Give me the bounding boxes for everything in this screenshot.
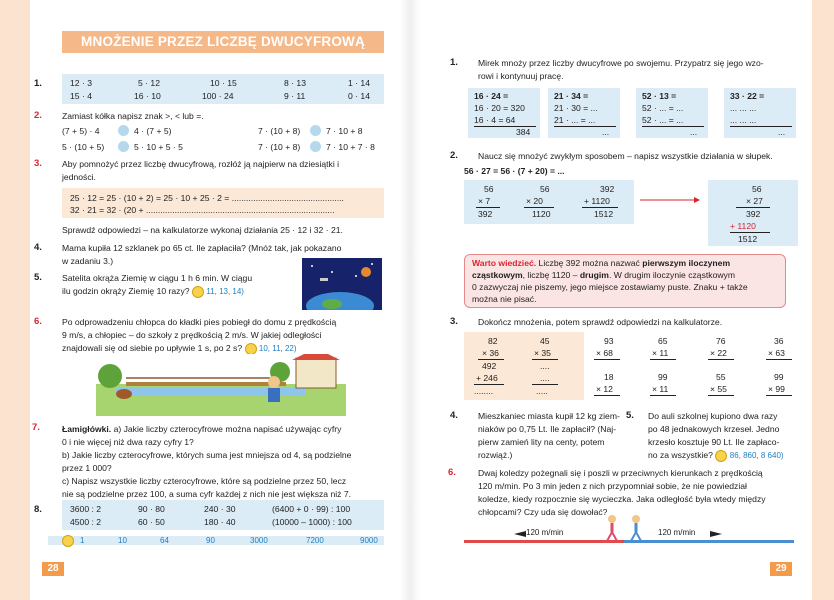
exercise-5-text: krzesło kosztuje 90 Lt. Ile zapłaco- [648,437,780,447]
sum-line [582,207,618,208]
exercise-5-text: Do auli szkolnej kupiono dwa razy [648,411,778,421]
block-head: 52 · 13 = [642,91,677,101]
block-head: 21 · 34 = [554,91,589,101]
expr: 12 · 3 [70,78,92,88]
column-value: 55 [716,372,726,382]
page-gutter [400,0,420,600]
left-page [0,0,400,600]
smile-icon [192,286,204,298]
expr: 1 · 14 [348,78,370,88]
note-text: cząstkowym, liczbę 1120 – drugim. W drugim iloczynie cząstkowym [472,270,736,280]
expr: 5 · (10 + 5) [62,142,105,152]
expr: (7 + 5) · 4 [62,126,100,136]
exercise-4-number: 4. [450,410,458,421]
block-sum: ... [602,127,610,137]
exercise-7-text: nie są podzielne przez 100, a suma cyfr każdej z nich nie jest większa niż 7. [62,489,351,499]
column-value: × 20 [526,196,543,206]
note-text: można nie pisać. [472,294,537,304]
answer-value: 3000 [250,536,268,545]
block-line: ... ... ... [730,103,757,113]
column-value: 56 [752,184,762,194]
block-line: 21 · ... = ... [554,115,596,125]
exercise-3-text: Aby pomnożyć przez liczbę dwucyfrową, rozłóż ją najpierw na dziesiątki i [62,159,340,169]
expr: 7 · 10 + 8 [326,126,363,136]
compare-circle[interactable] [118,141,129,152]
exercise-5-text: po 48 jednakowych krzeseł. Jedno [648,424,780,434]
column-value: × 55 [710,384,727,394]
column-value: × 35 [534,348,551,358]
exercise-7-text: b) Jakie liczby czterocyfrowe, których suma jest mniejsza od 4, są podzielne [62,450,352,460]
sum-line [650,359,676,360]
sum-line [476,207,500,208]
exercise-3-text: jedności. [62,172,96,182]
column-value: .... [540,373,550,383]
answer-value: 9000 [360,536,378,545]
sum-line [708,359,734,360]
block-line: 52 · ... = ... [642,103,684,113]
column-value: 392 [746,209,761,219]
sum-line [736,207,770,208]
column-value: 56 [484,184,494,194]
expr: 10 · 15 [210,78,237,88]
compare-circle[interactable] [310,141,321,152]
left-margin-bar [0,0,30,600]
expr: 4500 : 2 [70,517,102,527]
right-page [420,0,834,600]
exercise-2-number: 2. [34,110,42,121]
exercise-7-text: 0 i nie więcej niż dwa razy cyfry 1? [62,437,194,447]
page-number: 28 [42,562,64,576]
expr: 0 · 14 [348,91,370,101]
sum-line [708,395,734,396]
exercise-2-number: 2. [450,150,458,161]
exercise-6-number: 6. [448,467,456,478]
speed-label: 120 m/min [526,528,564,537]
column-value: + 246 [476,373,498,383]
exercise-5-text: ilu godzin okrąży Ziemię 10 razy? 11, 13, 14) [62,286,244,296]
note-text: Warto wiedzieć. Liczbę 392 można nazwać pierwszym iloczynem [472,258,731,268]
block-head: 33 · 22 = [730,91,765,101]
page-title: MNOŻENIE PRZEZ LICZBĘ DWUCYFROWĄ [62,31,384,53]
column-value: 36 [774,336,784,346]
speed-label: 120 m/min [658,528,696,537]
column-value: 45 [540,336,550,346]
column-value: 392 [478,209,493,219]
answer-value: 64 [160,536,169,545]
block-sum: ... [778,127,786,137]
compare-circle[interactable] [310,125,321,136]
expr: (6400 + 0 · 99) : 100 [272,504,351,514]
distance-line-left [464,540,624,543]
column-value: × 63 [768,348,785,358]
bridge-illustration [96,354,346,416]
expr: 9 · 11 [284,91,306,101]
exercise-5-number: 5. [34,272,42,283]
column-value: 392 [600,184,615,194]
sum-line [594,395,620,396]
sum-line [474,384,504,385]
exercise-6-text: koledze, kiedy rozpocznie się wycieczka. Jaka odległość była wtedy między [478,494,766,504]
note-text: 0 zazwyczaj nie piszemy, jego miejsce zostawiamy puste. Znaku + także [472,282,748,292]
column-value: 1512 [594,209,614,219]
exercise-4-text: rozwiąż.) [478,450,513,460]
exercise-3-text: Dokończ mnożenia, potem sprawdź odpowiedzi na kalkulatorze. [478,317,723,327]
expr: 60 · 50 [138,517,165,527]
satellite-illustration [302,258,382,310]
sum-line [532,359,558,360]
column-value: 1120 [532,209,551,219]
block-sum: 384 [516,127,531,137]
column-value: × 12 [596,384,613,394]
exercise-1-number: 1. [34,78,42,89]
expr: 7 · (10 + 8) [258,142,301,152]
exercise-6-text: 120 m/min. Po 3 min jeden z nich przypomniał sobie, że nie powiedział [478,481,747,491]
smile-icon [715,450,727,462]
expr: 5 · 12 [138,78,160,88]
block-sum: ... [690,127,698,137]
exercise-4-text: niaków po 0,75 Lt. Ile zapłacił? (Naj- [478,424,617,434]
expr: 7 · 10 + 7 · 8 [326,142,375,152]
column-value: × 68 [596,348,613,358]
expr: 15 · 4 [70,91,92,101]
smile-icon [245,343,257,355]
exercise-6-text: chłopcami? Czy uda się dowołać? [478,507,608,517]
boys-walking-illustration [604,514,648,542]
column-value: × 7 [478,196,491,206]
column-value: × 22 [710,348,727,358]
exercise-5-text: no za wszystkie? 86, 860, 8 640) [648,450,784,460]
block-line: 16 · 4 = 64 [474,115,516,125]
column-value: 65 [658,336,668,346]
expr: 240 · 30 [204,504,236,514]
sum-line [766,359,792,360]
column-value: 76 [716,336,726,346]
expr: 90 · 80 [138,504,165,514]
arrow-right-icon [640,196,700,204]
right-margin-bar [812,0,834,600]
column-value: 93 [604,336,614,346]
expr: 3600 : 2 [70,504,102,514]
block-line: 52 · ... = ... [642,115,684,125]
exercise-3-number: 3. [34,158,42,169]
answer-value: 90 [206,536,215,545]
expr: 8 · 13 [284,78,306,88]
block-head: 16 · 24 = [474,91,509,101]
expr: 100 · 24 [202,91,234,101]
exercise-3-number: 3. [450,316,458,327]
column-value: × 27 [746,196,763,206]
column-value: ........ [474,386,494,396]
expr: 5 · 10 + 5 · 5 [134,142,183,152]
exercise-5-text: Satelita okrąża Ziemię w ciągu 1 h 6 min. W ciągu [62,273,253,283]
column-value: 99 [774,372,784,382]
compare-circle[interactable] [118,125,129,136]
answers-strip [48,536,384,545]
column-value: × 11 [652,348,669,358]
column-value: 99 [658,372,668,382]
exercise-4-text: Mieszkaniec miasta kupił 12 kg ziem- [478,411,620,421]
exercise-2-text: Naucz się mnożyć zwykłym sposobem – napisz wszystkie działania w słupek. [478,151,773,161]
column-value: × 99 [768,384,785,394]
column-value: 56 [540,184,550,194]
column-value: ..... [536,386,548,396]
sum-line [478,359,504,360]
column-value: 492 [482,361,497,371]
exercise-8-number: 8. [34,504,42,515]
page-number: 29 [770,562,792,576]
sum-line [730,232,770,233]
expr: (10000 – 1000) : 100 [272,517,352,527]
expr: 16 · 10 [134,91,161,101]
exercise-7-text: c) Napisz wszystkie liczby czterocyfrowe, które są podzielne przez 50, lecz [62,476,347,486]
exercise-7-text: przez 1 000? [62,463,112,473]
exercise-4-text: w zadaniu 3.) [62,256,114,266]
sum-line [594,359,620,360]
block-line: 21 · 30 = ... [554,103,598,113]
column-value: 1512 [738,234,758,244]
block-line: 16 · 20 = 320 [474,103,525,113]
expr: 7 · (10 + 8) [258,126,301,136]
exercise-1-text: Mirek mnoży przez liczby dwucyfrowe po swojemu. Przypatrz się jego wzo- [478,58,764,68]
expr-line: 32 · 21 = 32 · (20 + ............................................................................... [70,205,335,215]
column-value: + 1120 [730,221,756,231]
expr-line: 25 · 12 = 25 · (10 + 2) = 25 · 10 + 25 · 2 = ............................................... [70,193,344,203]
column-value: 18 [604,372,614,382]
sum-line [766,395,792,396]
exercise-6-text: 9 m/s, a chłopiec – do szkoły z prędkością 2 m/s. W jakiej odległości [62,330,322,340]
exercise-6-text: Po odprowadzeniu chłopca do kładki pies pobiegł do domu z prędkością [62,317,337,327]
distance-line-right [624,540,794,543]
exercise-4-text: Mama kupiła 12 szklanek po 65 ct. Ile zapłaciła? (Mnóż tak, jak pokazano [62,243,342,253]
arrow-right-icon [710,530,722,538]
smile-icon [62,535,74,547]
exercise-3-check: Sprawdź odpowiedzi – na kalkulatorze wykonaj działania 25 · 12 i 32 · 21. [62,225,343,235]
exercise-2-text: Zamiast kółka napisz znak >, < lub =. [62,111,204,121]
exercise-6-number: 6. [34,316,42,327]
exercise-7-number: 7. [32,422,40,433]
exercise-6-text: Dwaj koledzy pożegnali się i poszli w przeciwnych kierunkach z prędkością [478,468,763,478]
column-value: .... [540,361,550,371]
exercise-6-text: znajdowali się od siebie po upływie 1 s, po 2 s? 10, 11, 22) [62,343,297,353]
exercise-5-number: 5. [626,410,634,421]
column-value: × 36 [482,348,499,358]
block-line: ... ... ... [730,115,757,125]
exercise-7-text: Łamigłówki. a) Jakie liczby czterocyfrowe można napisać używając cyfry [62,424,342,434]
expr: 4 · (7 + 5) [134,126,172,136]
answer-value: 1 [80,536,85,545]
arrow-left-icon [514,530,526,538]
answer-value: 10 [118,536,127,545]
exercise-2-expr: 56 · 27 = 56 · (7 + 20) = ... [464,166,565,176]
sum-line [532,384,558,385]
exercise-1-number: 1. [450,57,458,68]
answer-value: 7200 [306,536,324,545]
column-value: + 1120 [584,196,610,206]
expr: 180 · 40 [204,517,236,527]
column-value: 82 [488,336,498,346]
exercise-1-text: rowi i kontynuuj pracę. [478,71,564,81]
exercise-4-text: pierw zamień lity na centy, potem [478,437,605,447]
column-value: × 11 [652,384,669,394]
exercise-4-number: 4. [34,242,42,253]
sum-line [650,395,676,396]
sum-line [524,207,554,208]
